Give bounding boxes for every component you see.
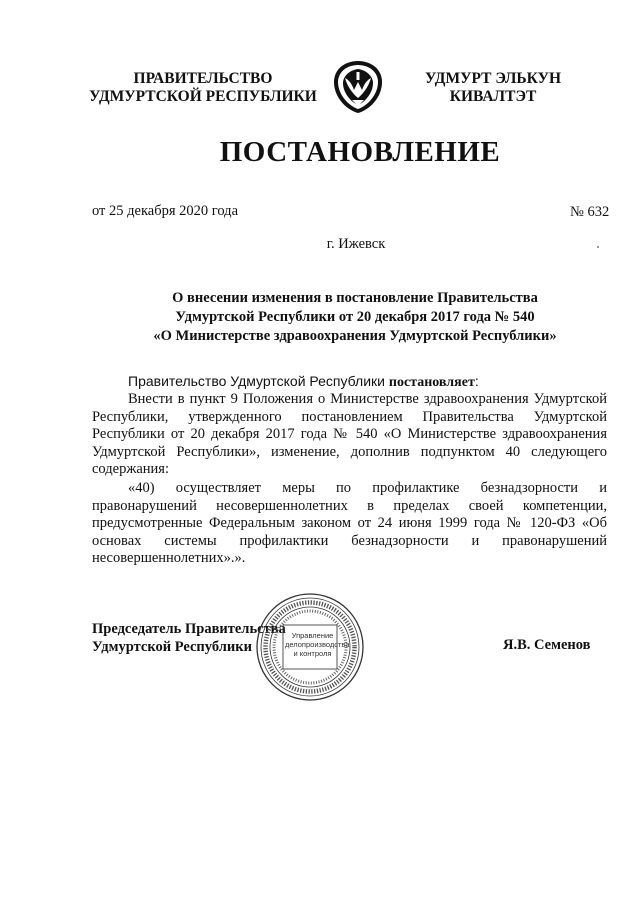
scan-speck <box>597 246 599 248</box>
header-right-line2: КИВАЛТЭТ <box>449 88 537 105</box>
subject-line1: О внесении изменения в постановление Правительства <box>172 290 538 306</box>
signature-position-line2: Удмуртской Республики <box>92 639 252 655</box>
subject-line3: «О Министерстве здравоохранения Удмуртской Республики» <box>153 328 557 344</box>
lead-prefix: Правительство Удмуртской Республики <box>128 373 389 389</box>
lead-suffix: : <box>474 373 479 389</box>
udmurt-coat-of-arms-icon <box>333 60 383 114</box>
subject-line2: Удмуртской Республики от 20 декабря 2017 года № 540 <box>175 309 535 325</box>
body-paragraph-2: «40) осуществляет меры по профилактике безнадзорности и правонарушений несовершеннолетних в пределах своей компетенции, предусмотренные Федеральным законом от 24 июня 1999 года № 120-ФЗ «Об основах системы профилактики безнадзорности и правонарушений несовершеннолетних».». <box>92 480 607 567</box>
signature-position-line1: Председатель Правительства <box>92 621 286 637</box>
header-left-line1: ПРАВИТЕЛЬСТВО <box>133 70 273 87</box>
header-right-line1: УДМУРТ ЭЛЬКУН <box>424 70 562 87</box>
lead-sentence <box>128 373 479 391</box>
seal-line2: делопроизводства <box>285 640 350 649</box>
header-right <box>418 70 568 106</box>
document-city: г. Ижевск <box>326 236 386 252</box>
document-subject <box>95 289 615 346</box>
header-left <box>88 70 318 106</box>
seal-line3: и контроля <box>293 649 332 658</box>
document-title: ПОСТАНОВЛЕНИЕ <box>219 136 501 168</box>
document-date: от 25 декабря 2020 года <box>92 203 238 219</box>
body-paragraph-1: Внести в пункт 9 Положения о Министерстве здравоохранения Удмуртской Республики, утвержденного постановлением Правительства Удмуртской Республики от 20 декабря 2017 года № 540 «О Министерстве здравоохранения Удмуртской Республики», изменение, дополнив подпунктом 40 следующего содержания: <box>92 391 607 478</box>
document-number: № 632 <box>570 204 610 220</box>
lead-bold: постановляет <box>388 375 475 390</box>
header-left-line2: УДМУРТСКОЙ РЕСПУБЛИКИ <box>89 88 317 105</box>
seal-inner-text <box>285 631 350 658</box>
signature-name: Я.В. Семенов <box>503 637 591 653</box>
seal-line1: Управление <box>291 631 334 640</box>
